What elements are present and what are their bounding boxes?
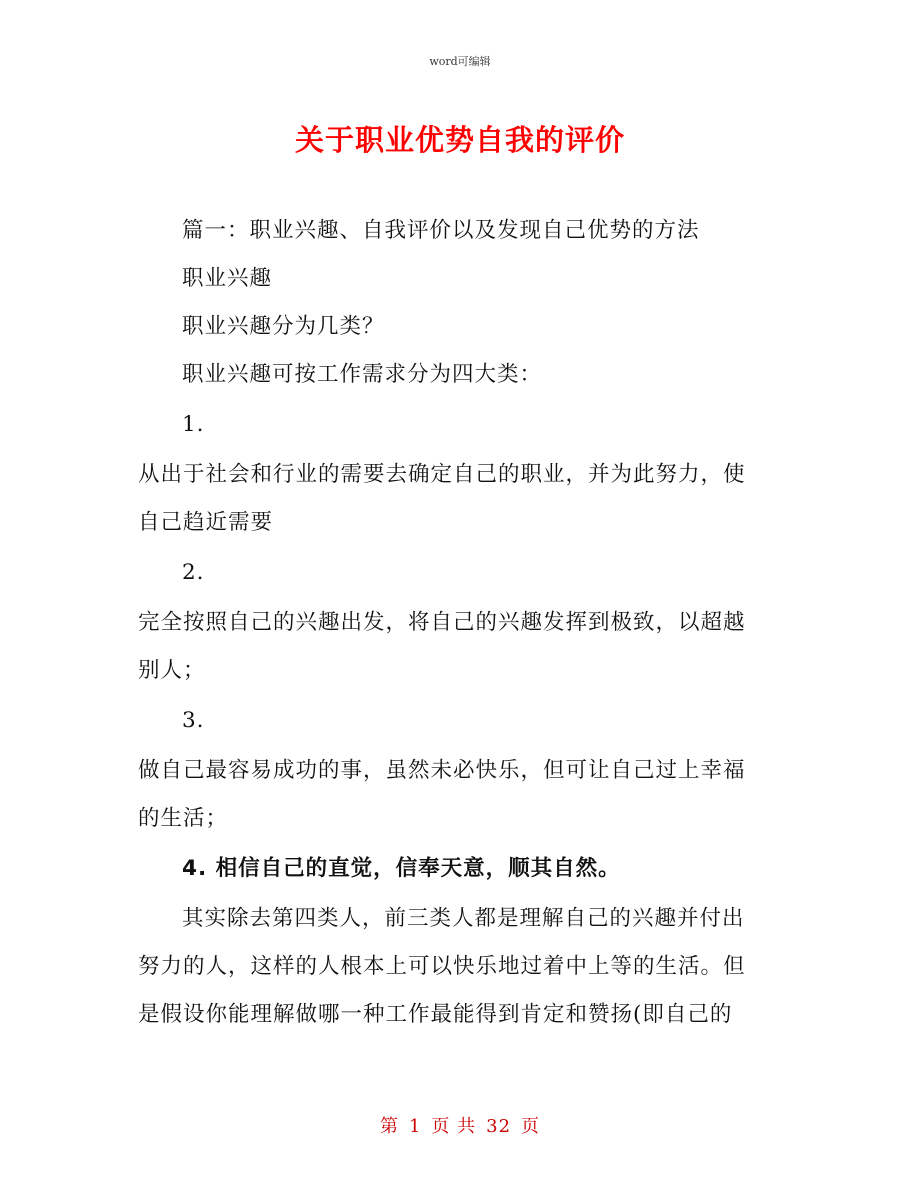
footer-middle: 页 共 [431, 1116, 477, 1137]
list-number-3: 3. [182, 708, 205, 733]
paragraph-item-3-line-2: 的生活； [138, 806, 229, 831]
paragraph-question: 职业兴趣分为几类？ [182, 314, 385, 339]
page-footer [0, 1112, 920, 1138]
footer-total-pages: 32 [486, 1116, 512, 1137]
paragraph-section-heading: 篇一：职业兴趣、自我评价以及发现自己优势的方法 [182, 218, 700, 243]
paragraph-subheading: 职业兴趣 [182, 266, 273, 291]
page-header-label: word可编辑 [429, 55, 491, 68]
list-number-2: 2. [182, 560, 205, 585]
paragraph-item-2-line-1: 完全按照自己的兴趣出发，将自己的兴趣发挥到极致，以超越 [138, 610, 746, 635]
footer-prefix: 第 [379, 1116, 399, 1137]
list-number-1: 1. [182, 412, 205, 437]
document-title: 关于职业优势自我的评价 [294, 123, 625, 157]
paragraph-item-1-line-1: 从出于社会和行业的需要去确定自己的职业，并为此努力，使 [138, 462, 746, 487]
paragraph-item-4: 4. 相信自己的直觉，信奉天意，顺其自然。 [182, 856, 621, 881]
paragraph-summary-line-2: 努力的人，这样的人根本上可以快乐地过着中上等的生活。但 [138, 954, 746, 979]
paragraph-item-2-line-2: 别人； [138, 658, 206, 683]
paragraph-summary-line-3: 是假设你能理解做哪一种工作最能得到肯定和赞扬(即自己的 [138, 1002, 733, 1027]
paragraph-item-3-line-1: 做自己最容易成功的事，虽然未必快乐，但可让自己过上幸福 [138, 758, 746, 783]
paragraph-item-1-line-2: 自己趋近需要 [138, 510, 274, 535]
paragraph-summary-line-1: 其实除去第四类人，前三类人都是理解自己的兴趣并付出 [182, 906, 745, 931]
footer-current-page: 1 [408, 1116, 422, 1137]
document-body [138, 207, 788, 1039]
footer-suffix: 页 [521, 1116, 541, 1137]
paragraph-intro: 职业兴趣可按工作需求分为四大类： [182, 362, 543, 387]
